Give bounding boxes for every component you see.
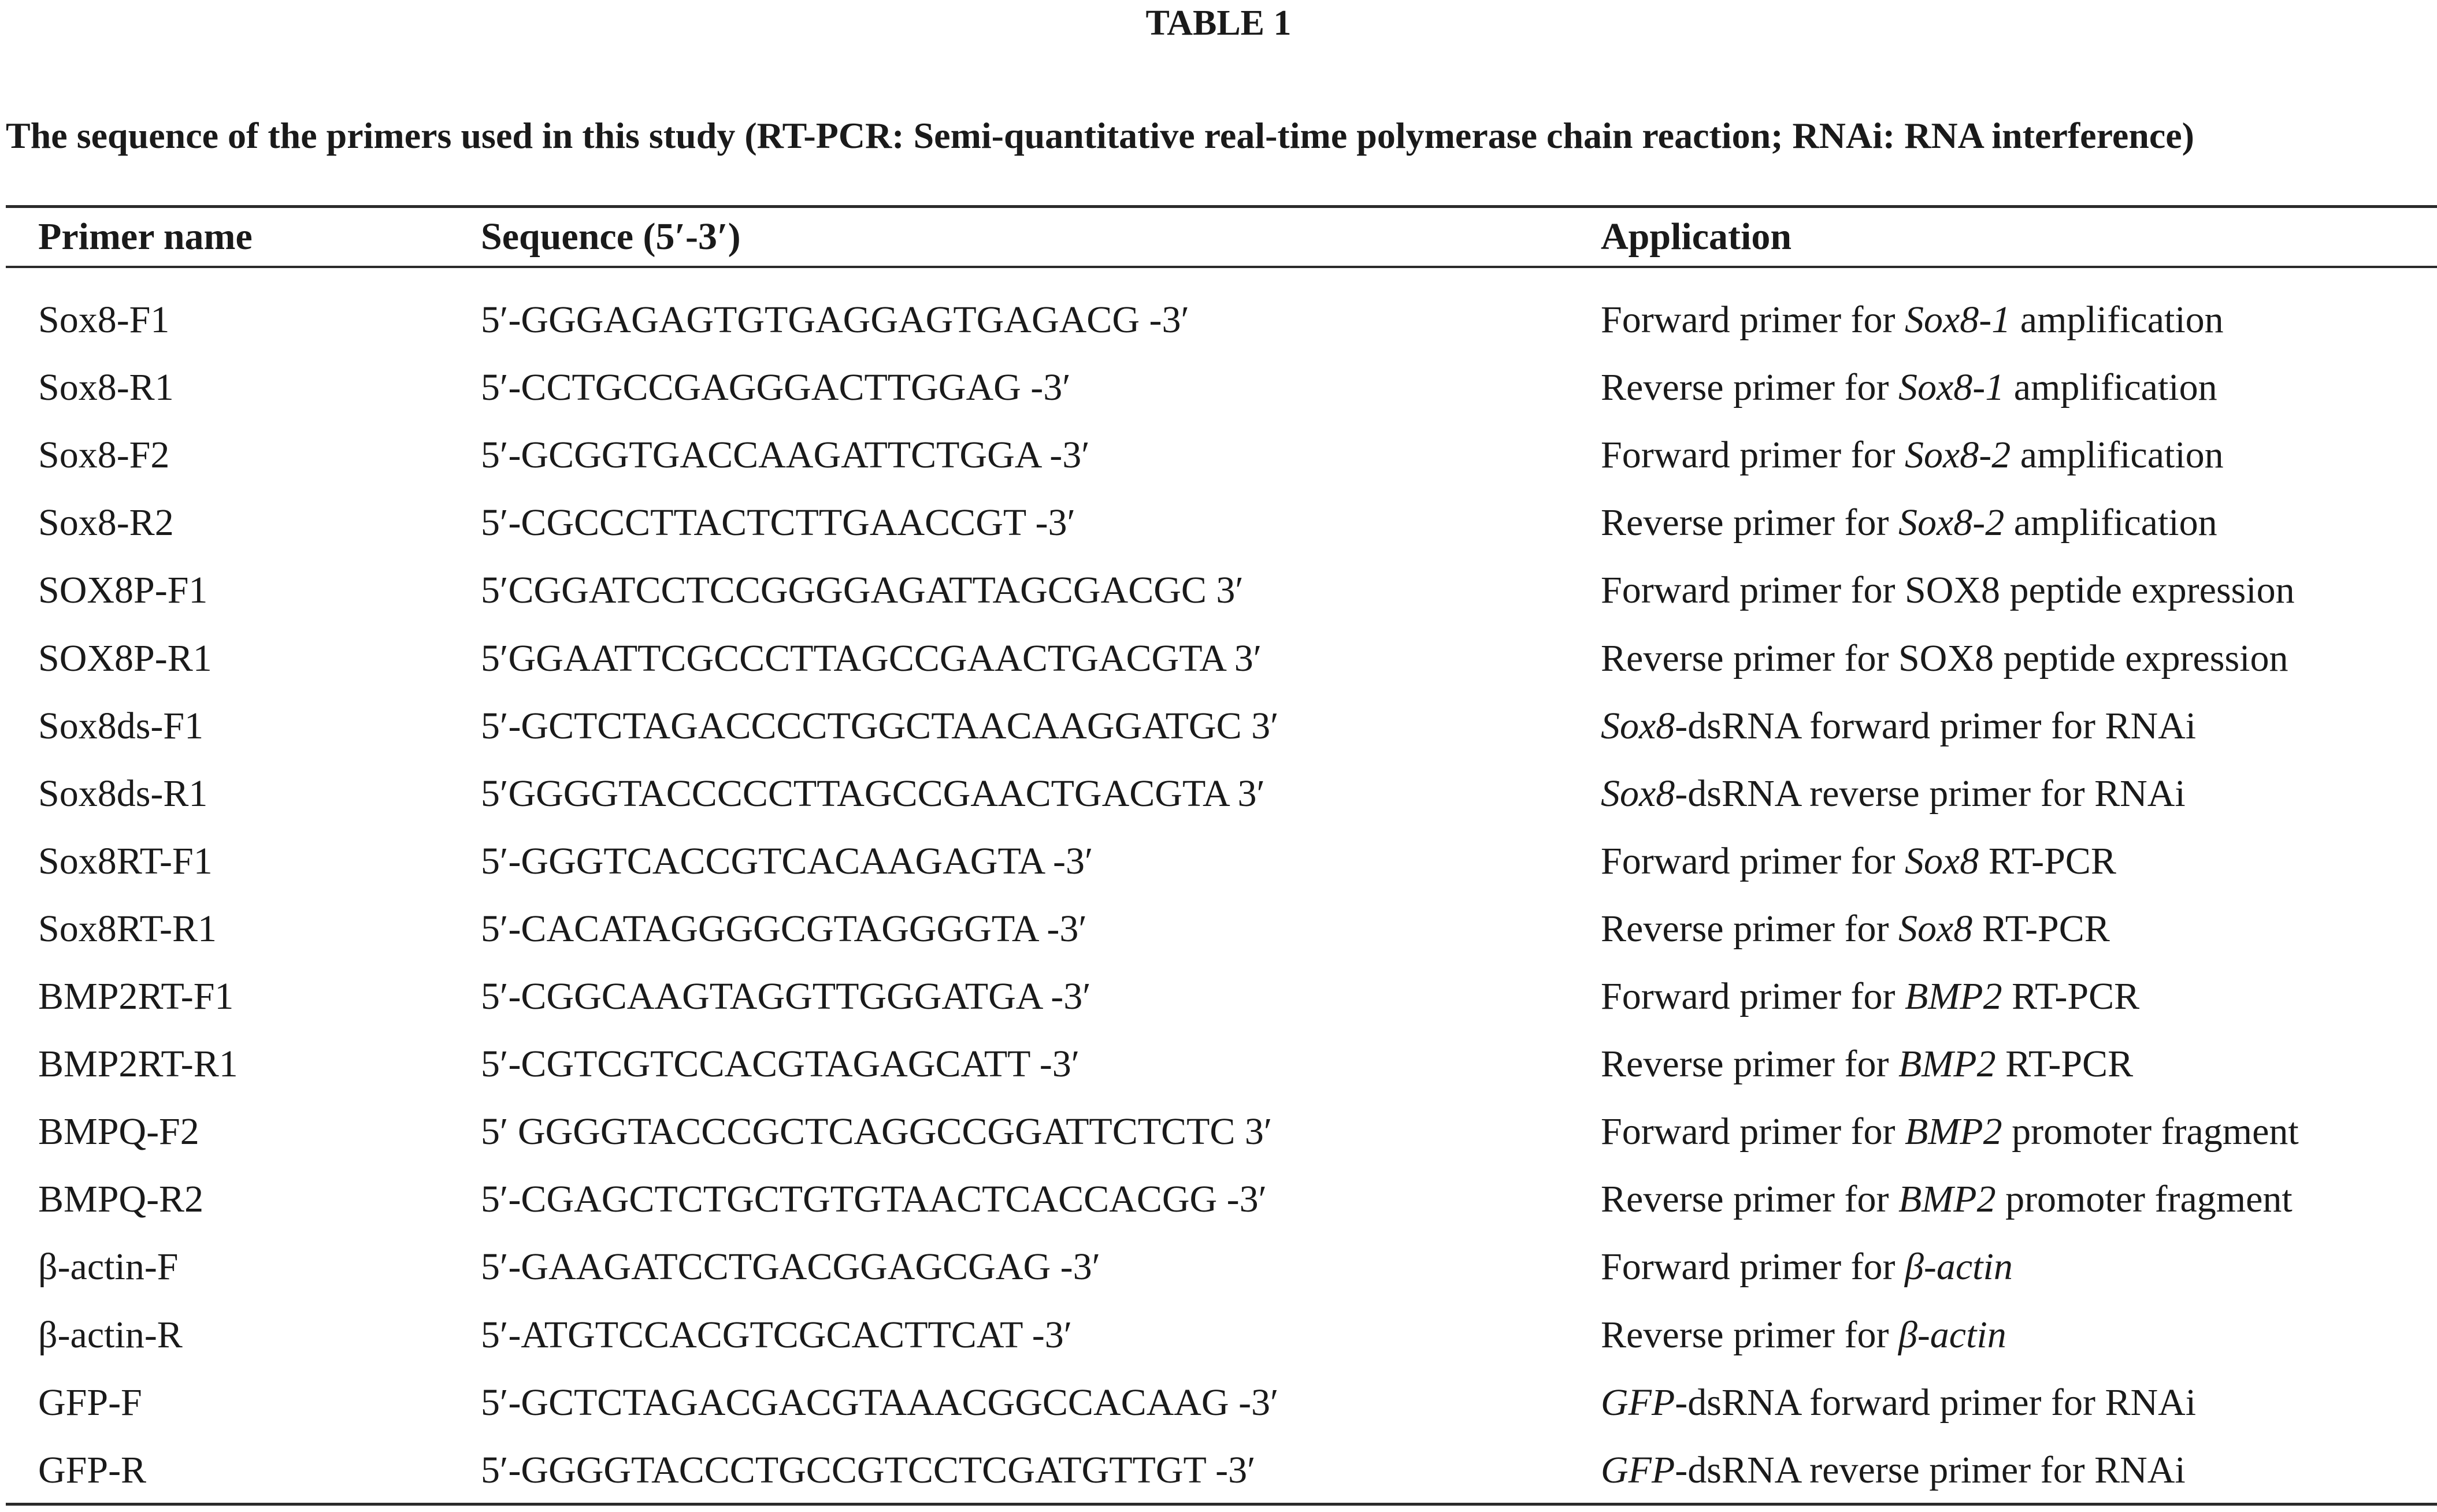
application-gene: BMP2: [1898, 1178, 1996, 1220]
application-text: Reverse primer for: [1601, 908, 1898, 950]
application-cell: [1601, 1369, 2196, 1437]
application-cell: [1601, 1301, 2006, 1369]
sequence-cell: 5′-GGGTCACCGTCACAAGAGTA -3′: [481, 840, 1093, 882]
primer-name-cell: Sox8-R1: [38, 366, 174, 408]
application-cell: [1601, 827, 2116, 896]
table-row: [0, 1369, 2437, 1437]
primer-name-cell: β-actin-R: [38, 1314, 183, 1356]
application-cell: [1601, 760, 2186, 828]
sequence-cell: 5′-CCTGCCGAGGGACTTGGAG -3′: [481, 366, 1071, 408]
application-gene: Sox8-2: [1898, 501, 2005, 544]
table-caption: The sequence of the primers used in this study (RT-PCR: Semi-quantitative real-time polymerase chain reaction; RNAi: RNA interference): [6, 115, 2194, 156]
primer-name-cell: BMP2RT-R1: [38, 1043, 238, 1085]
application-gene: Sox8-1: [1898, 366, 2005, 408]
sequence-cell: 5′-GGGAGAGTGTGAGGAGTGAGACG -3′: [481, 299, 1189, 341]
application-cell: [1601, 1030, 2133, 1098]
application-cell: [1601, 1165, 2293, 1234]
application-text: Forward primer for: [1601, 975, 1905, 1017]
application-text: Reverse primer for: [1601, 1178, 1898, 1220]
application-text-suffix: -dsRNA forward primer for RNAi: [1675, 1381, 2197, 1424]
table-row: [0, 1301, 2437, 1369]
application-text: Reverse primer for SOX8 peptide expression: [1601, 637, 2288, 679]
application-text-suffix: RT-PCR: [1979, 840, 2116, 882]
application-gene: BMP2: [1898, 1043, 1996, 1085]
application-gene: Sox8: [1601, 772, 1675, 815]
application-gene: Sox8: [1601, 705, 1675, 747]
application-cell: [1601, 895, 2110, 963]
primer-name-cell: Sox8-F1: [38, 299, 170, 341]
table-row: [0, 354, 2437, 422]
table-header-row: [0, 211, 2437, 263]
table-row: [0, 827, 2437, 896]
application-gene: GFP: [1601, 1381, 1675, 1424]
application-text: Forward primer for SOX8 peptide expression: [1601, 569, 2295, 611]
application-cell: [1601, 489, 2217, 557]
primer-name-cell: Sox8-R2: [38, 501, 174, 544]
sequence-cell: 5′-ATGTCCACGTCGCACTTCAT -3′: [481, 1314, 1073, 1356]
application-text-suffix: promoter fragment: [2002, 1110, 2299, 1153]
column-header-primer-name: Primer name: [38, 216, 253, 258]
application-gene: Sox8-2: [1905, 434, 2011, 476]
primer-name-cell: Sox8ds-R1: [38, 772, 208, 815]
application-text: Forward primer for: [1601, 1246, 1905, 1288]
column-header-application: Application: [1601, 216, 1792, 258]
application-text-suffix: amplification: [2004, 501, 2217, 544]
application-text-suffix: amplification: [2011, 434, 2224, 476]
table-row: [0, 692, 2437, 760]
application-text: Forward primer for: [1601, 434, 1905, 476]
table-row: [0, 421, 2437, 489]
application-gene: Sox8: [1898, 908, 1973, 950]
application-text-suffix: RT-PCR: [1995, 1043, 2134, 1085]
table-row: [0, 1165, 2437, 1234]
primer-name-cell: β-actin-F: [38, 1246, 179, 1288]
table-label: TABLE 1: [1145, 3, 1292, 43]
table-row: [0, 625, 2437, 693]
application-gene: BMP2: [1905, 1110, 2002, 1153]
table-row: [0, 489, 2437, 557]
primer-name-cell: BMP2RT-F1: [38, 975, 234, 1017]
application-text-suffix: RT-PCR: [2002, 975, 2140, 1017]
table-row: [0, 1233, 2437, 1301]
sequence-cell: 5′-GAAGATCCTGACGGAGCGAG -3′: [481, 1246, 1101, 1288]
application-text-suffix: -dsRNA forward primer for RNAi: [1675, 705, 2197, 747]
primer-name-cell: BMPQ-F2: [38, 1110, 199, 1153]
application-text: Forward primer for: [1601, 1110, 1905, 1153]
primer-name-cell: GFP-R: [38, 1449, 147, 1491]
table-row: [0, 1098, 2437, 1166]
sequence-cell: 5′-CGGCAAGTAGGTTGGGATGA -3′: [481, 975, 1091, 1017]
primer-name-cell: BMPQ-R2: [38, 1178, 204, 1220]
application-cell: [1601, 1233, 2013, 1301]
table-row: [0, 1030, 2437, 1098]
application-text-suffix: promoter fragment: [1995, 1178, 2293, 1220]
application-cell: [1601, 625, 2288, 693]
application-text-suffix: -dsRNA reverse primer for RNAi: [1675, 772, 2186, 815]
application-text-suffix: amplification: [2004, 366, 2217, 408]
primer-name-cell: SOX8P-R1: [38, 637, 212, 679]
sequence-cell: 5′-CGAGCTCTGCTGTGTAACTCACCACGG -3′: [481, 1178, 1267, 1220]
application-text: Reverse primer for: [1601, 366, 1898, 408]
application-cell: [1601, 692, 2196, 760]
application-cell: [1601, 354, 2217, 422]
application-gene: Sox8-1: [1905, 299, 2011, 341]
application-cell: [1601, 556, 2295, 625]
primer-name-cell: GFP-F: [38, 1381, 142, 1424]
sequence-cell: 5′-GCTCTAGACGACGTAAACGGCCACAAG -3′: [481, 1381, 1279, 1424]
table-row: [0, 556, 2437, 625]
column-header-sequence: Sequence (5′-3′): [481, 216, 741, 258]
header-rule: [6, 266, 2437, 268]
application-gene: β-actin: [1898, 1314, 2006, 1356]
sequence-cell: 5′-CACATAGGGGCGTAGGGGTA -3′: [481, 908, 1087, 950]
application-cell: [1601, 1436, 2186, 1504]
primer-name-cell: Sox8RT-F1: [38, 840, 213, 882]
application-gene: BMP2: [1905, 975, 2002, 1017]
primer-name-cell: Sox8-F2: [38, 434, 170, 476]
bottom-rule: [6, 1503, 2437, 1506]
application-text-suffix: RT-PCR: [1972, 908, 2110, 950]
application-cell: [1601, 963, 2139, 1031]
table-row: [0, 1436, 2437, 1504]
sequence-cell: 5′CGGATCCTCCGGGGAGATTAGCGACGC 3′: [481, 569, 1244, 611]
application-cell: [1601, 421, 2224, 489]
table-row: [0, 286, 2437, 354]
primer-name-cell: SOX8P-F1: [38, 569, 208, 611]
sequence-cell: 5′-CGCCCTTACTCTTGAACCGT -3′: [481, 501, 1075, 544]
application-text: Reverse primer for: [1601, 501, 1898, 544]
application-text: Forward primer for: [1601, 840, 1905, 882]
application-cell: [1601, 286, 2224, 354]
application-text: Reverse primer for: [1601, 1314, 1898, 1356]
application-text: Reverse primer for: [1601, 1043, 1898, 1085]
primer-name-cell: Sox8ds-F1: [38, 705, 204, 747]
sequence-cell: 5′-GCTCTAGACCCCTGGCTAACAAGGATGC 3′: [481, 705, 1279, 747]
top-rule: [6, 205, 2437, 208]
sequence-cell: 5′GGGGTACCCCCTTAGCCGAACTGACGTA 3′: [481, 772, 1265, 815]
sequence-cell: 5′-GGGGTACCCTGCCGTCCTCGATGTTGT -3′: [481, 1449, 1256, 1491]
primer-name-cell: Sox8RT-R1: [38, 908, 217, 950]
application-gene: β-actin: [1905, 1246, 2013, 1288]
table-row: [0, 760, 2437, 828]
sequence-cell: 5′GGAATTCGCCCTTAGCCGAACTGACGTA 3′: [481, 637, 1262, 679]
application-text-suffix: amplification: [2011, 299, 2224, 341]
sequence-cell: 5′ GGGGTACCCGCTCAGGCCGGATTCTCTC 3′: [481, 1110, 1273, 1153]
table-row: [0, 963, 2437, 1031]
application-text: Forward primer for: [1601, 299, 1905, 341]
application-gene: Sox8: [1905, 840, 1979, 882]
application-gene: GFP: [1601, 1449, 1675, 1491]
table-row: [0, 895, 2437, 963]
sequence-cell: 5′-GCGGTGACCAAGATTCTGGA -3′: [481, 434, 1090, 476]
sequence-cell: 5′-CGTCGTCCACGTAGAGCATT -3′: [481, 1043, 1080, 1085]
application-cell: [1601, 1098, 2299, 1166]
application-text-suffix: -dsRNA reverse primer for RNAi: [1675, 1449, 2186, 1491]
